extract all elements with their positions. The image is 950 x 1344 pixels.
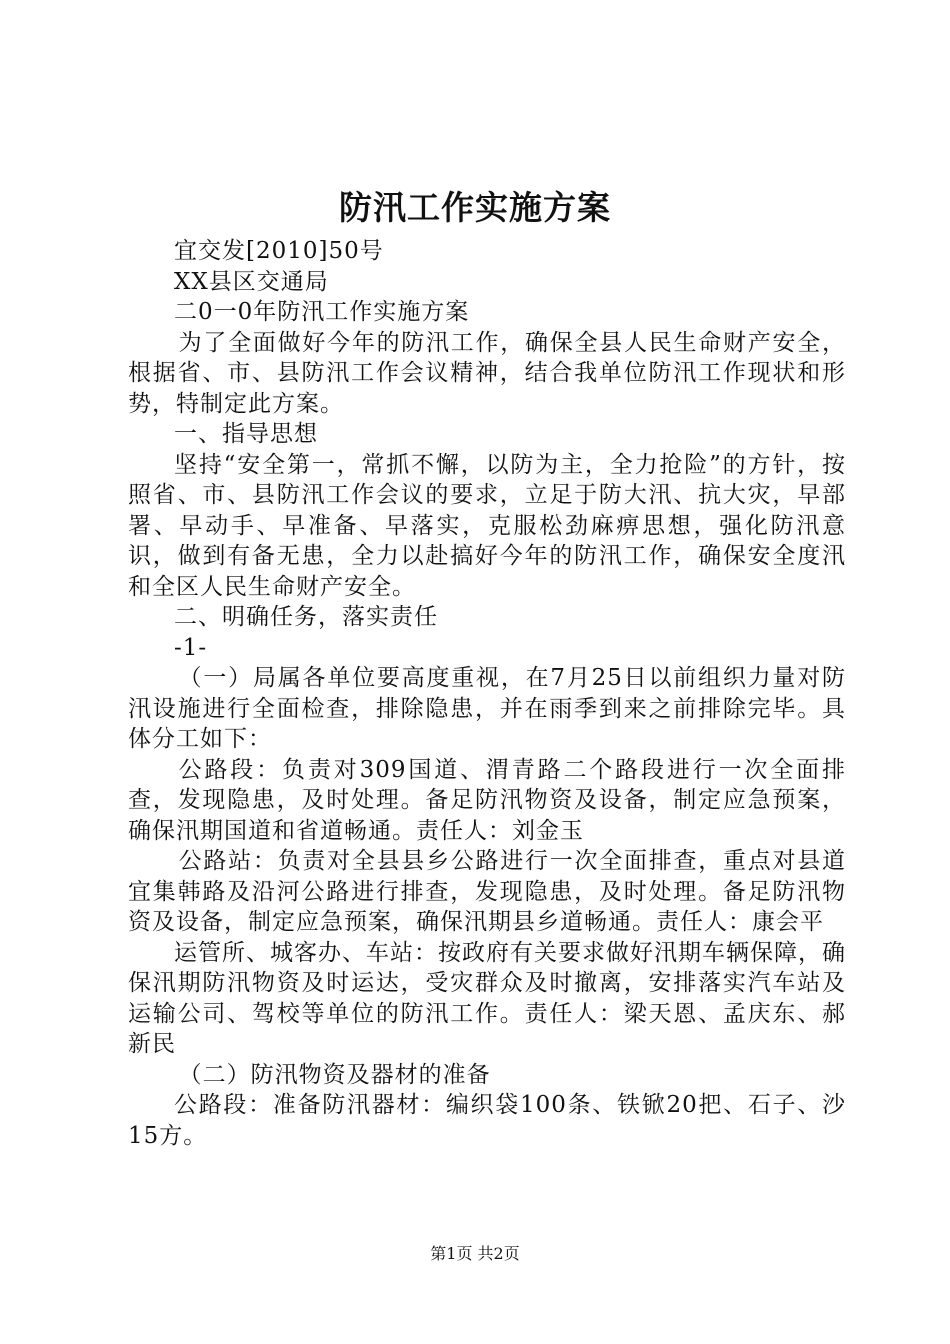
issuing-office: XX县区交通局 xyxy=(174,268,329,295)
subsection-heading-2: （二）防汛物资及器材的准备 xyxy=(178,1061,491,1088)
plan-subtitle: 二0一0年防汛工作实施方案 xyxy=(174,299,470,325)
document-title: 防汛工作实施方案 xyxy=(339,188,611,227)
page-marker: -1- xyxy=(174,634,208,661)
guiding-paragraph: 坚持“安全第一，常抓不懈，以防为主，全力抢险”的方针，按照省、市、县防汛工作会议的要求，立足于防大汛、抗大灾，早部署、早动手、早准备、早落实，克服松劲麻痹思想，强化防汛意识，做到有备无患，全力以赴搞好今年的防汛工作，确保安全度汛和全区人民生命财产安全。 xyxy=(128,451,846,600)
task-paragraph-1: （一）局属各单位要高度重视，在7月25日以前组织力量对防汛设施进行全面检查，排除隐患，并在雨季到来之前排除完毕。具体分工如下： xyxy=(128,665,846,752)
page-footer: 第1页 共2页 xyxy=(430,1244,520,1263)
doc-number: 宜交发[2010]50号 xyxy=(174,238,384,264)
intro-paragraph: 为了全面做好今年的防汛工作，确保全县人民生命财产安全，根据省、市、县防汛工作会议精神，结合我单位防汛工作现状和形势，特制定此方案。 xyxy=(128,329,846,417)
materials-paragraph: 公路段：准备防汛器材：编织袋100条、铁锨20把、石子、沙15方。 xyxy=(128,1092,846,1149)
document-body xyxy=(128,236,846,1151)
section-heading-1: 一、指导思想 xyxy=(174,421,318,447)
transport-paragraph: 运管所、城客办、车站：按政府有关要求做好汛期车辆保障，确保汛期防汛物资及时运达，受灾群众及时撤离，安排落实汽车站及运输公司、驾校等单位的防汛工作。责任人：梁天恩、孟庆东、郝新民 xyxy=(128,939,846,1057)
road-section-paragraph: 公路段：负责对309国道、渭青路二个路段进行一次全面排查，发现隐患，及时处理。备足防汛物资及设备，制定应急预案，确保汛期国道和省道畅通。责任人：刘金玉 xyxy=(128,756,846,844)
section-heading-2: 二、明确任务，落实责任 xyxy=(174,604,438,630)
road-station-paragraph: 公路站：负责对全县县乡公路进行一次全面排查，重点对县道宜集韩路及沿河公路进行排查，发现隐患，及时处理。备足防汛物资及设备，制定应急预案，确保汛期县乡道畅通。责任人：康会平 xyxy=(128,848,846,935)
